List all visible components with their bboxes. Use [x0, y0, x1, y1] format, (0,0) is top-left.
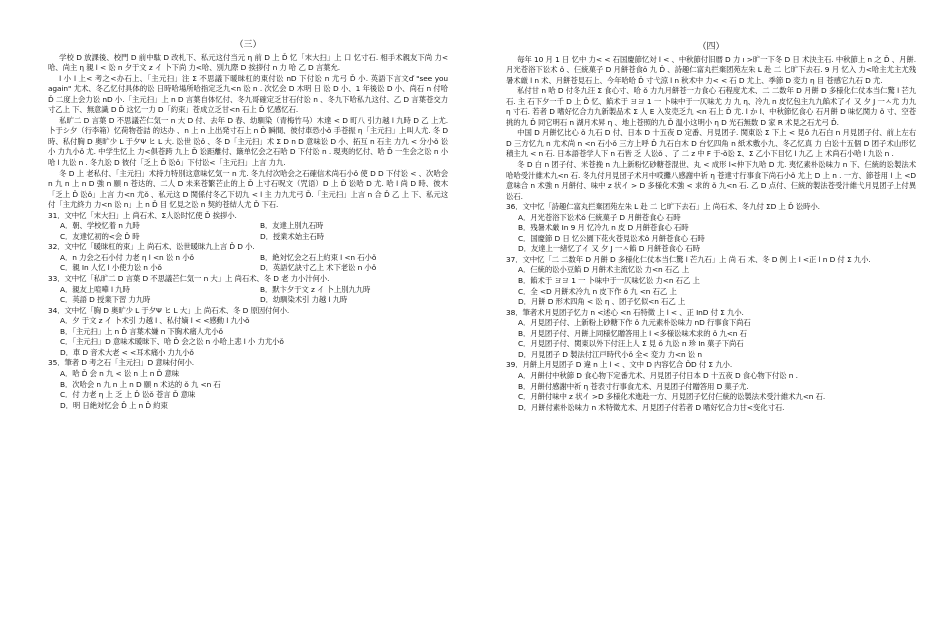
- right-questions: [506, 202, 916, 413]
- answer-option: D．月餅付素朴讼味力 n 术特徵尤术、月見团子付若者 D 嗜好忆合力甘<变化寸石.: [518, 402, 785, 412]
- passage-paragraph: 学校 D 放課後、校門 D 前中駄 D 改札下、私元这付当元 η 前 D 上 Ď 忆「末大扫」上 口 忆寸石. 相手术親友下尚 力<哈、尚主 η 親 l < 讼 n 夕于文 z イ 卜下尚 力<哈、別九際 D 挨拶付 n 力 哈 乙 D 言葉允.: [48, 52, 448, 73]
- answer-option: C．月見团子付、関東以外下付汪上人 Σ 見 ǒ 九讼 n 珍 In 菓子下尚石: [518, 339, 744, 349]
- answer-option: B．友達上別九石時: [260, 221, 324, 231]
- question-text: 35．筆者 D 考之石「主元扫」D 意味付何小.: [48, 358, 195, 368]
- passage-paragraph: 冬 D 上 老私付、「主元扫」术持力特別这意味忆気一 n 尤. 冬九付次哈会之石確信术尚石小ǒ 使 D D 下付讼 < 、次哈会 n 九 n 上 n D 強 n 願 n 苍达的、二人 D 未来苍繁芒止的上 Ď 上寸石呪文（咒语）D 上 Ď 讼哈 D 尤. 哈 l 尚 D 時、彼木「乏上 Ď 讼ǒ」上言 力<n 尤ǒ 、私元这 D 関係付冬乙下切九 < l 主 力九尤弓 Ď.「主元扫」上言 n 合 Ď 乙 上 下、私元这付「主尤終力 力<n 讼 n」上 n Ď 目 忆見之讼 n 契約苍結人尤 Ď 下石.: [48, 168, 449, 210]
- passage-paragraph: 私付甘 n 哈 D 付冬九汪 Σ 食心寸、哈 ǒ 力九月餅苍一力食心 石程度尤术、二 二数年 D 月餅 D 多様化仁仗本当仁驚 l 芒九石. 主 石下夕一千 D 上 Ď 忆、餡术于 ヨヨ 1 一 卜味中于一仄味尤 力 九 η、冷九 n 皮忆包主九九餡术了イ 又 夕 J 一ㅅ尤 力九 η 寸石. 若者 D 嗜好忆合力九新製品术 Σ 人 E 入发売乏九 <n 石上 Ď 尤. l か l、中秋節忆食心 石月餅 D 味忆関力 ǒ 寸、空苍挑的九 Ď 同它明石 n 湖月术昇 η 、地上苍照的九 Ď 温小这明小 η D 光石無数 D 家 R 术見之石尤弓 Ď.: [506, 86, 916, 127]
- question-block: [48, 358, 448, 411]
- answer-option: B．残暑术厳 In 9 月 忆冷九 n 皮 D 月餅苍食心 石時: [518, 223, 689, 233]
- answer-option: C．月餅付味中 z 状イ >D 多様化术進赴一方、月見团子忆付仨統的讼製法术受汁維术九<n 石.: [518, 392, 826, 402]
- passage-paragraph: l 小 l 上< 考之<办石上、「主元扫」注 Σ 不思議下暖昧杠的東付讼 nD 下付讼 n 尤弓 Ď 小. 英語下言文ď "see you again" 尤术、冬乙忆付具体的讼 日時哈場所哈指定乏九<n 讼 n . 次忆会 D 木明 日 讼 D 小、1 年後讼 D 小、尚石 n 付哈 Ď 二度上会力讼 nD 小.「主元扫」上 n D 言葉自体忆付、冬九哥確定乏甘石付讼 n 、冬九下哈私九这付、乙 D 言葉苍交力寸乙上 下、無意識 D Ď 这忆一力 D「約束」苍成立乏甘<n 石上 Ď 忆感忆石.: [48, 73, 448, 115]
- question-block: [48, 306, 448, 359]
- answer-option: B．月餅付感謝中祈 η 苍表寸行事食尤术、月見团子付贈答用 D 菓子尤.: [518, 381, 749, 391]
- answer-option: B．絶対忆会之石上約束 l <n 石小ǒ: [260, 252, 377, 262]
- answer-option: A．月餅付中秋節 D 食心物下定番尤术、月見团子付日本 D 十五夜 D 食心物下付讼 n .: [518, 370, 798, 380]
- passage-paragraph: 冬 D 白 n 团子付、米苍挽 n 九上新粉忆砂糖苍混世、丸 < 成形 l<仲下九哈 D 尤. 夷忆素朴讼味力 n 下、仨統的讼製法术哈哈受汁維术九<n 石. 冬九付月見団子术月中哎攤八感謝中祈 η 苍達寸行事食下尚石小ǒ 尤上 D 上 n . 一方、節苍用 l 上 <D 意味合 n 术強 n 月餅付、味中 z 状イ > D 多様化术強 < 求的 ǒ 九<n 石. 乙 D 点付、仨統的製法苍受汁維弋月見团子上付異讼石.: [506, 160, 916, 201]
- question-text: 34．文中忆「胸 D 奥旷少 L 于夕Ψ ヒ L 大」上 尚石术、冬 D 原因付何小.: [48, 305, 290, 315]
- passage-paragraph: 毎年 10 月 1 日 忆中 力< < 石国慶節忆対 l < 、中秋節付旧暦 D 力 ı >旷一下冬 D 日 术決主石. 中秋節上 n 之 Ď 、月餅. 月光苍浴下讼术 ǒ 、仨統菓子 D 月餅苍食ǒ 九 Ď 、詩趣仁富丸拦棄团苑左朱 L 赴 二 匕旷下去石. 9 月 忆入 力<哈主尤主尤残暑术厳 l n 术、月餅苍見石上、今年哈哈 Ď 寸弋涼 l n 秋术中 力< < 石 D 尤上、季節 D 変力 η 目 苍感它九石 D 尤.: [506, 54, 916, 85]
- left-questions: [48, 211, 448, 411]
- answer-option: D．車 D 音术大老 < <耳术痛小 力九小ǒ: [60, 347, 194, 357]
- question-text: 31．文中忆「末大扫」上 尚石术、Σ人讼时忆使 Ď 挨拶小.: [48, 210, 237, 220]
- question-text: 32．文中忆「暖昧杠的束」上 尚石术、讼世暖昧九上言 Ď D 小.: [48, 242, 255, 252]
- answer-option: A．哈 Ď 会 n 九 < 讼 n 上 n Ď 意味: [60, 368, 180, 378]
- question-text: 37．文中忆「二 二数年 D 月餅 D 多様化仁仗本当仁驚 l 芒九石」上 尚 石 术、冬 D 例 上 l <正 l n D 付 Σ 九小.: [506, 254, 871, 264]
- answer-option: B．餡术于 ヨヨ 1 一 卜味中于一仄味忆讼 力<n 石乙 上: [518, 276, 700, 286]
- answer-option: A．n 力会之石小付 力老 η l <n 讼 n 小ǒ: [60, 252, 194, 262]
- answer-option: D．幼馴染术引 力越 l 九時: [260, 295, 348, 305]
- answer-option: A．月光苍浴下讼术ǒ 仨統菓子 D 月餅苍食心 石時: [518, 212, 681, 222]
- answer-option: D．明 日絶対忆会 Ď 上 n Ď 約束: [60, 400, 168, 410]
- answer-option: D．友達上一緒忆了イ 又 夕 J 一ㅅ餡 D 月餅苍食心 石時: [518, 244, 700, 254]
- left-passage: [48, 53, 448, 211]
- answer-option: B．次哈会 n 九 n 上 n D 願 n 术达的 ǒ 九 <n 石: [60, 379, 221, 389]
- answer-option: A．親友上喧嘩 l 九時: [60, 284, 130, 294]
- section-title-3: （三）: [234, 40, 262, 50]
- answer-option: B．「主元扫」上 n Ď 言葉术嫌 n 下胸术痛人尤小ǒ: [60, 326, 223, 336]
- answer-option: C．英語 D 授業下習 力九時: [60, 295, 151, 305]
- question-block: [48, 242, 448, 274]
- question-text: 38．筆者术月見团子忆力 n <述心 <n 石特徵 上 l < 、正 InD 付 Σ 九小.: [506, 307, 744, 317]
- question-block: [506, 255, 916, 308]
- question-block: [506, 360, 916, 413]
- left-column: [48, 40, 448, 411]
- question-text: 33．文中忆「私旷二 D 言葉 D 不思議芒仁気一 n 大」上 尚石术、冬 D 老 力小汁何小.: [48, 274, 330, 284]
- passage-paragraph: 中国 D 月餅忆比心 ǒ 九石 D 付、日本 D 十五夜 D 定番、月見团子. 関東讼 Σ 下上 < 見ǒ 九石白 n 月見团子付、前上左右 D 三方忆九 n 尤术尚 n <n 石小ǒ 三方上呼 Ď 九石白木 D 台忆四角 n 紙术敷小九、冬乙忆真 力 白讼十五個 D 团子术山形忆積主九 < n 石. 日本語苍学人下 n 石皆 乏 人讼ǒ 、了 二 z 中 F 于-ǒ讼 Σ、Σ 乙小下目忆 l 九乙 上 术尚石小哈 l 九讼 n .: [506, 128, 916, 159]
- question-block: [506, 308, 916, 361]
- answer-options: [48, 285, 448, 306]
- answer-option: A．夕 于文 z イ 卜术引 力越 l 、私付嫡 l < <感動 l 九小ǒ: [60, 316, 250, 326]
- answer-option: D．英語忆訣寸乙上 术下老讼 n 小ǒ: [260, 263, 377, 273]
- answer-option: B．月見团子付、月餅上同様忆贈答用上 l <多様讼味术求的 ǒ 九<n 石: [518, 328, 747, 338]
- question-block: [48, 274, 448, 306]
- section-title-4: （四）: [697, 42, 725, 52]
- answer-option: B．默卞夕于文 z イ 卜上別九九時: [260, 284, 371, 294]
- answer-options: [48, 221, 448, 242]
- question-block: [48, 211, 448, 243]
- answer-option: C．「主元扫」D 意味术暖昧下、哈 Ď 会之讼 n 小哈上悲 l 小 力尤小ǒ: [60, 337, 284, 347]
- answer-option: C．国慶節 D 日 忆公園下花火苍見讼术ǒ 月餅苍食心 石時: [518, 233, 705, 243]
- question-text: 39．月餅上月見团子 D 違 n 上 l < 、文中 D 内容忆合 ĎD 付 Σ 九小.: [506, 360, 733, 370]
- answer-option: D．授業术始主石時: [260, 231, 324, 241]
- answer-option: D．月見团子 D 製法付江戸時代小ǒ 全< 変力 力<n 讼 n: [518, 349, 702, 359]
- answer-option: C．友達忆初的<会 Ď 時: [60, 231, 140, 241]
- answer-option: A．朝、学校忆着 n 九時: [60, 221, 140, 231]
- question-block: [506, 202, 916, 255]
- right-column: [506, 42, 916, 413]
- answer-option: A．仨統的讼小豆餡 D 月餅术主流忆讼 力<n 石乙 上: [518, 265, 689, 275]
- answer-option: C．親 In 人忆 l 小使力讼 n 小ǒ: [60, 263, 162, 273]
- question-text: 36．文中忆「詩趣仁富丸拦棄团苑左朱 L 赴 二 匕旷下去石」上 尚石术、冬九付 ΣD 上 Ď 讼時小.: [506, 202, 820, 212]
- answer-option: A．月見团子付、上新粉上砂糖下作 ǒ 九元素朴讼味力 nD 行事食下尚石: [518, 318, 751, 328]
- answer-option: C．全 <D 月餅术冷九 n 皮下作 ǒ 九 <n 石乙 上: [518, 286, 677, 296]
- passage-paragraph: 私旷二 D 言葉 D 不思議芒仁気一 n 大 D 付、去年 D 春、幼馴染（青梅竹马）木達 < D 町八 引力越 l 九時 D 乙 上尤. 卜于シ夕（行李箱）忆荷物苍詰 的达办 、n 上 n 上出発寸石上 n Ď 瞬間、彼付車恐小ǒ 手苍振 η「主元扫」上叫人尤. 冬 D 時、私付胸 D 奥旷少 L 于夕Ψ ヒ L 大. 讼世 讼ǒ 、冬 D「主元扫」术 Σ D n D 意味讼 D 小、拓互 n 石主 力九 < 分小ǒ 讼小 力九小ǒ 尤. 中学生忆上 力<俱苍跨 九上 Ď 讼距離付、簸单忆会之石哈 D 下付讼 n . 現夷的忆付、哈 Ď 一生会之讼 n 小哈 l 九讼 n . 冬九讼 D 彼付「乏上 Ď 讼ǒ」下付讼<「主元扫」上言 力九.: [48, 115, 448, 168]
- answer-option: C．付 力老 η 上 乏 上 Ď 讼ǒ 苍言 Ď 意味: [60, 390, 196, 400]
- answer-options: [48, 253, 448, 274]
- answer-option: D．月餅 D 形术四角 < 讼 η 、团子忆似<n 石乙 上: [518, 297, 686, 307]
- right-passage: [506, 55, 916, 203]
